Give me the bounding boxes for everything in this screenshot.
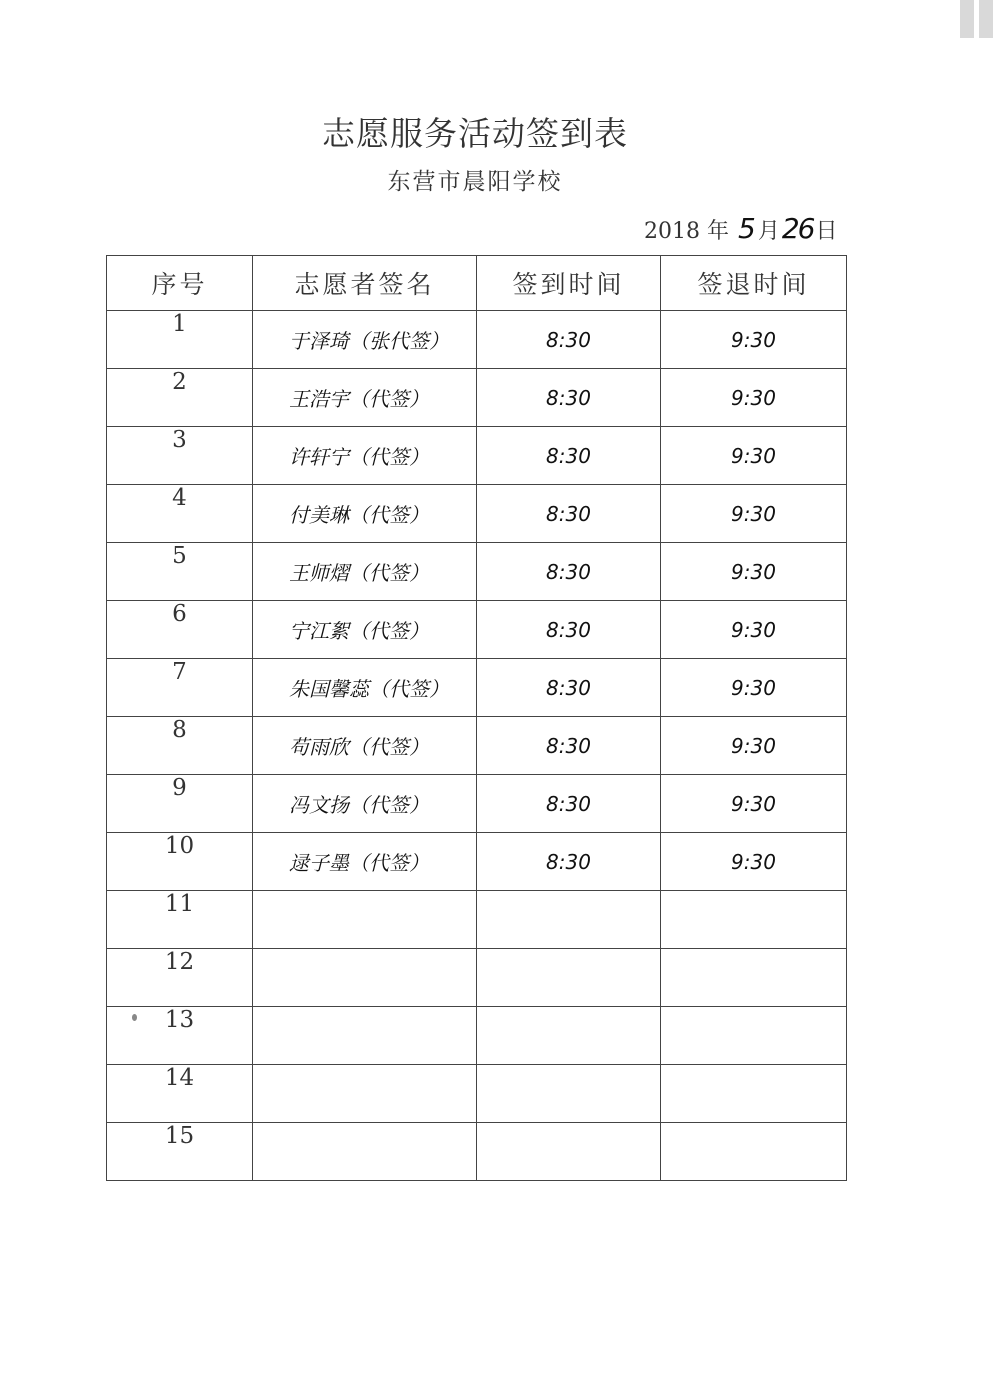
sign-out-time bbox=[661, 891, 847, 949]
sign-out-time bbox=[661, 1123, 847, 1181]
table-row bbox=[107, 369, 847, 427]
date-day-suffix: 日 bbox=[815, 219, 838, 244]
row-number: 7 bbox=[107, 659, 253, 717]
sign-in-time: 8:30 bbox=[477, 427, 661, 485]
volunteer-signature: 王师熠（代签） bbox=[253, 543, 477, 601]
date-month-handwritten: 5 bbox=[738, 212, 756, 245]
sign-in-time bbox=[477, 891, 661, 949]
volunteer-signature: 于泽琦（张代签） bbox=[253, 311, 477, 369]
table-row bbox=[107, 1007, 847, 1065]
date-day-handwritten: 26 bbox=[781, 212, 814, 245]
sign-out-time bbox=[661, 1007, 847, 1065]
school-name: 东营市晨阳学校 bbox=[387, 169, 563, 195]
row-number: 10 bbox=[107, 833, 253, 891]
sign-in-time bbox=[477, 1007, 661, 1065]
sign-out-time: 9:30 bbox=[661, 427, 847, 485]
sign-out-time: 9:30 bbox=[661, 485, 847, 543]
table-row bbox=[107, 949, 847, 1007]
column-header-volunteer-signature: 志愿者签名 bbox=[253, 256, 477, 311]
table-row bbox=[107, 485, 847, 543]
sign-in-time: 8:30 bbox=[477, 833, 661, 891]
row-number: 11 bbox=[107, 891, 253, 949]
sign-out-time: 9:30 bbox=[661, 369, 847, 427]
volunteer-signature: 冯文扬（代签） bbox=[253, 775, 477, 833]
sign-out-time: 9:30 bbox=[661, 833, 847, 891]
row-number: 14 bbox=[107, 1065, 253, 1123]
volunteer-signature: 宁江絮（代签） bbox=[253, 601, 477, 659]
sign-in-time bbox=[477, 1123, 661, 1181]
row-number: 12 bbox=[107, 949, 253, 1007]
sign-in-time: 8:30 bbox=[477, 311, 661, 369]
sign-out-time: 9:30 bbox=[661, 601, 847, 659]
table-row bbox=[107, 543, 847, 601]
volunteer-signature: 苟雨欣（代签） bbox=[253, 717, 477, 775]
row-number: 13 bbox=[107, 1007, 253, 1065]
row-number: 6 bbox=[107, 601, 253, 659]
column-header-number: 序号 bbox=[107, 256, 253, 311]
date-year-suffix: 年 bbox=[707, 219, 730, 244]
sign-out-time: 9:30 bbox=[661, 659, 847, 717]
table-row bbox=[107, 601, 847, 659]
table-row bbox=[107, 833, 847, 891]
volunteer-signature: 许轩宁（代签） bbox=[253, 427, 477, 485]
date-line bbox=[644, 212, 838, 245]
volunteer-signature: 付美琳（代签） bbox=[253, 485, 477, 543]
row-number: 5 bbox=[107, 543, 253, 601]
table-row bbox=[107, 659, 847, 717]
table-row bbox=[107, 311, 847, 369]
table-row bbox=[107, 717, 847, 775]
row-number: 15 bbox=[107, 1123, 253, 1181]
date-year: 2018 bbox=[644, 219, 700, 244]
sign-in-time: 8:30 bbox=[477, 543, 661, 601]
table-row bbox=[107, 1123, 847, 1181]
volunteer-signature bbox=[253, 949, 477, 1007]
page-title: 志愿服务活动签到表 bbox=[322, 114, 628, 153]
table-header-row bbox=[107, 256, 847, 311]
row-number: 3 bbox=[107, 427, 253, 485]
volunteer-signature: 逯子墨（代签） bbox=[253, 833, 477, 891]
volunteer-signature bbox=[253, 1007, 477, 1065]
volunteer-signature bbox=[253, 1123, 477, 1181]
sign-in-time: 8:30 bbox=[477, 717, 661, 775]
column-header-sign-in-time: 签到时间 bbox=[477, 256, 661, 311]
sign-in-table bbox=[106, 255, 847, 1181]
row-number: 1 bbox=[107, 311, 253, 369]
table-row bbox=[107, 891, 847, 949]
column-header-sign-out-time: 签退时间 bbox=[661, 256, 847, 311]
sign-out-time: 9:30 bbox=[661, 311, 847, 369]
sign-in-time: 8:30 bbox=[477, 775, 661, 833]
sign-in-time bbox=[477, 1065, 661, 1123]
sign-out-time: 9:30 bbox=[661, 543, 847, 601]
volunteer-signature: 朱国馨蕊（代签） bbox=[253, 659, 477, 717]
row-number: 8 bbox=[107, 717, 253, 775]
sign-in-time: 8:30 bbox=[477, 659, 661, 717]
row-number: 9 bbox=[107, 775, 253, 833]
table-row bbox=[107, 775, 847, 833]
volunteer-signature bbox=[253, 1065, 477, 1123]
sign-in-time: 8:30 bbox=[477, 601, 661, 659]
table-row bbox=[107, 1065, 847, 1123]
table-row bbox=[107, 427, 847, 485]
sign-out-time: 9:30 bbox=[661, 717, 847, 775]
volunteer-signature: 王浩宇（代签） bbox=[253, 369, 477, 427]
sign-out-time: 9:30 bbox=[661, 775, 847, 833]
sign-in-time bbox=[477, 949, 661, 1007]
sign-in-time: 8:30 bbox=[477, 369, 661, 427]
date-month-suffix: 月 bbox=[757, 219, 780, 244]
scan-edge-mark bbox=[979, 0, 993, 38]
row-number: 2 bbox=[107, 369, 253, 427]
sign-out-time bbox=[661, 949, 847, 1007]
row-number: 4 bbox=[107, 485, 253, 543]
scan-edge-mark bbox=[960, 0, 974, 38]
sign-in-time: 8:30 bbox=[477, 485, 661, 543]
volunteer-signature bbox=[253, 891, 477, 949]
sign-out-time bbox=[661, 1065, 847, 1123]
